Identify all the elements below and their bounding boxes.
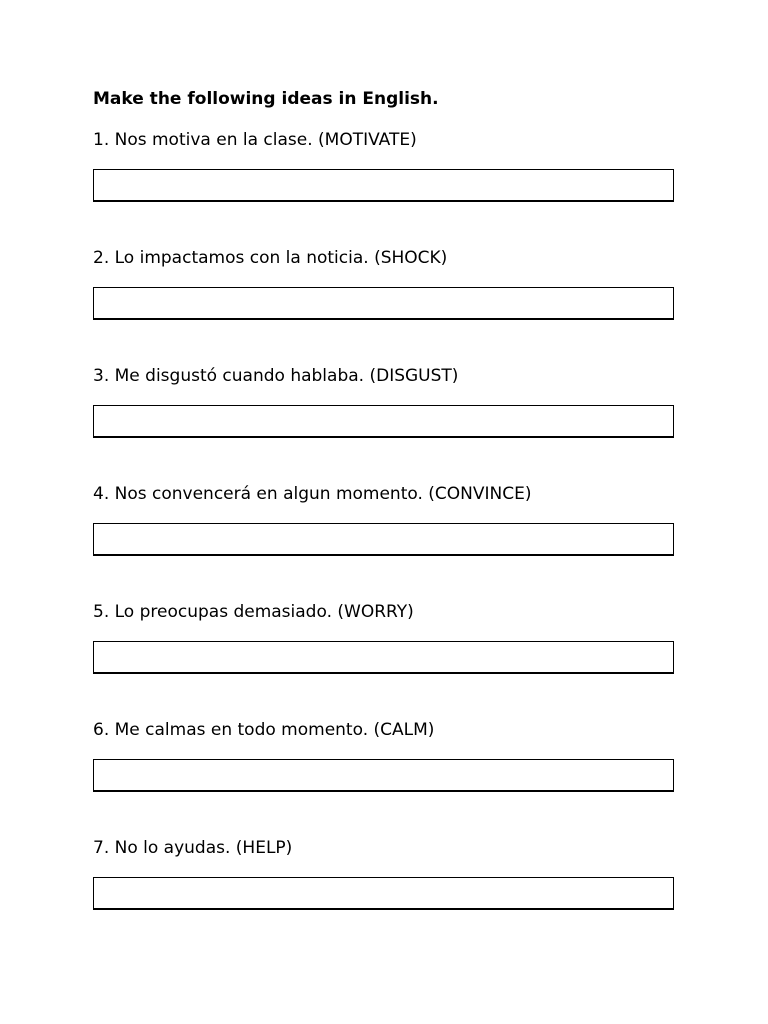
question-prompt: 4. Nos convencerá en algun momento. (CONVINCE) bbox=[93, 484, 532, 504]
question-prompt: 2. Lo impactamos con la noticia. (SHOCK) bbox=[93, 248, 448, 268]
question-6 bbox=[93, 719, 693, 741]
page-title: Make the following ideas in English. bbox=[93, 89, 439, 109]
question-5 bbox=[93, 601, 693, 623]
answer-field-7[interactable] bbox=[93, 877, 674, 910]
answer-field-5[interactable] bbox=[93, 641, 674, 674]
answer-field-2[interactable] bbox=[93, 287, 674, 320]
answer-field-3[interactable] bbox=[93, 405, 674, 438]
question-1 bbox=[93, 129, 693, 151]
question-prompt: 7. No lo ayudas. (HELP) bbox=[93, 838, 293, 858]
answer-field-1[interactable] bbox=[93, 169, 674, 202]
question-3 bbox=[93, 365, 693, 387]
answer-field-6[interactable] bbox=[93, 759, 674, 792]
question-2 bbox=[93, 247, 693, 269]
question-prompt: 5. Lo preocupas demasiado. (WORRY) bbox=[93, 602, 414, 622]
question-prompt: 3. Me disgustó cuando hablaba. (DISGUST) bbox=[93, 366, 459, 386]
question-prompt: 1. Nos motiva en la clase. (MOTIVATE) bbox=[93, 130, 417, 150]
question-4 bbox=[93, 483, 693, 505]
question-7 bbox=[93, 837, 693, 859]
answer-field-4[interactable] bbox=[93, 523, 674, 556]
question-prompt: 6. Me calmas en todo momento. (CALM) bbox=[93, 720, 435, 740]
